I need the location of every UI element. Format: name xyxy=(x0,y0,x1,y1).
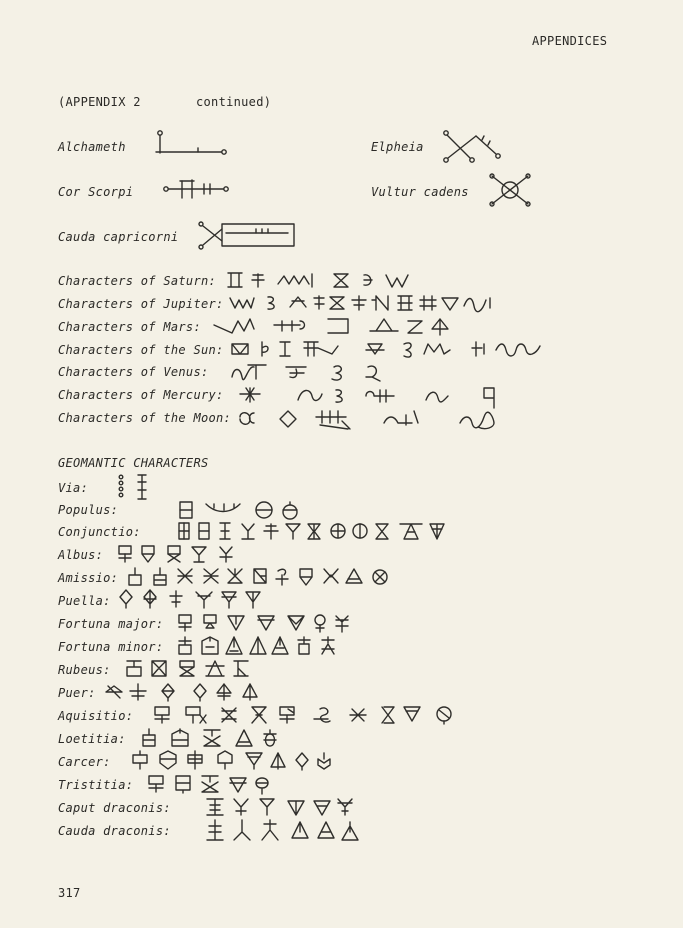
geomantic-label-loetitia: Loetitia: xyxy=(58,732,126,746)
albus-characters xyxy=(116,543,276,565)
page-number: 317 xyxy=(58,886,81,900)
planet-label-jupiter: Characters of Jupiter: xyxy=(58,297,224,311)
figure-label-vultur-cadens: Vultur cadens xyxy=(371,185,469,199)
rubeus-characters xyxy=(124,657,294,679)
geomantic-heading: GEOMANTIC CHARACTERS xyxy=(58,456,209,470)
via-figures xyxy=(114,473,154,501)
carcer-characters xyxy=(130,749,350,773)
planet-label-venus: Characters of Venus: xyxy=(58,365,209,379)
figure-label-cor-scorpi: Cor Scorpi xyxy=(58,185,134,199)
geomantic-label-caput-draconis: Caput draconis: xyxy=(58,801,171,815)
geomantic-label-fortuna-minor: Fortuna minor: xyxy=(58,640,164,654)
populus-characters xyxy=(176,498,336,522)
venus-characters xyxy=(228,361,408,385)
planet-label-mars: Characters of Mars: xyxy=(58,320,201,334)
geomantic-label-cauda-draconis: Cauda draconis: xyxy=(58,824,171,838)
geomantic-label-puella: Puella: xyxy=(58,594,111,608)
cauda-capricorni-sigil xyxy=(196,219,300,253)
planet-label-mercury: Characters of Mercury: xyxy=(58,388,224,402)
cor-scorpi-sigil xyxy=(160,178,230,202)
vultur-cadens-sigil xyxy=(488,172,532,208)
figure-label-elpheia: Elpheia xyxy=(371,140,424,154)
planet-label-saturn: Characters of Saturn: xyxy=(58,274,217,288)
moon-characters xyxy=(234,405,534,433)
geomantic-label-fortuna-major: Fortuna major: xyxy=(58,617,164,631)
geomantic-label-amissio: Amissio: xyxy=(58,571,119,585)
fortuna-minor-characters xyxy=(176,634,366,656)
appendix-label: (APPENDIX 2 xyxy=(58,95,141,109)
puer-characters xyxy=(104,680,274,702)
amissio-characters xyxy=(126,565,396,589)
running-head: APPENDICES xyxy=(532,34,608,48)
conjunctio-characters xyxy=(176,520,466,542)
appendix-continued: continued) xyxy=(196,95,272,109)
cauda-draconis-characters xyxy=(204,818,364,842)
aquisitio-characters xyxy=(152,703,472,727)
geomantic-label-populus: Populus: xyxy=(58,503,119,517)
geomantic-label-tristitia: Tristitia: xyxy=(58,778,134,792)
geomantic-label-carcer: Carcer: xyxy=(58,755,111,769)
geomantic-label-via: Via: xyxy=(58,481,89,495)
geomantic-label-conjunctio: Conjunctio: xyxy=(58,525,141,539)
fortuna-major-characters xyxy=(176,612,366,634)
geomantic-label-albus: Albus: xyxy=(58,548,104,562)
geomantic-label-aquisitio: Aquisitio: xyxy=(58,709,134,723)
puella-characters xyxy=(118,588,298,610)
tristitia-characters xyxy=(146,772,306,796)
mars-characters xyxy=(210,315,480,337)
figure-label-cauda-capricorni: Cauda capricorni xyxy=(58,230,179,244)
jupiter-characters xyxy=(228,292,588,314)
figure-label-alchameth: Alchameth xyxy=(58,140,126,154)
geomantic-label-rubeus: Rubeus: xyxy=(58,663,111,677)
caput-draconis-characters xyxy=(204,795,364,819)
planet-label-moon: Characters of the Moon: xyxy=(58,411,232,425)
saturn-characters xyxy=(226,270,466,290)
alchameth-sigil xyxy=(152,128,232,158)
geomantic-label-puer: Puer: xyxy=(58,686,96,700)
planet-label-sun: Characters of the Sun: xyxy=(58,343,224,357)
elpheia-sigil xyxy=(440,128,504,164)
sun-characters xyxy=(228,338,588,360)
loetitia-characters xyxy=(140,726,310,750)
